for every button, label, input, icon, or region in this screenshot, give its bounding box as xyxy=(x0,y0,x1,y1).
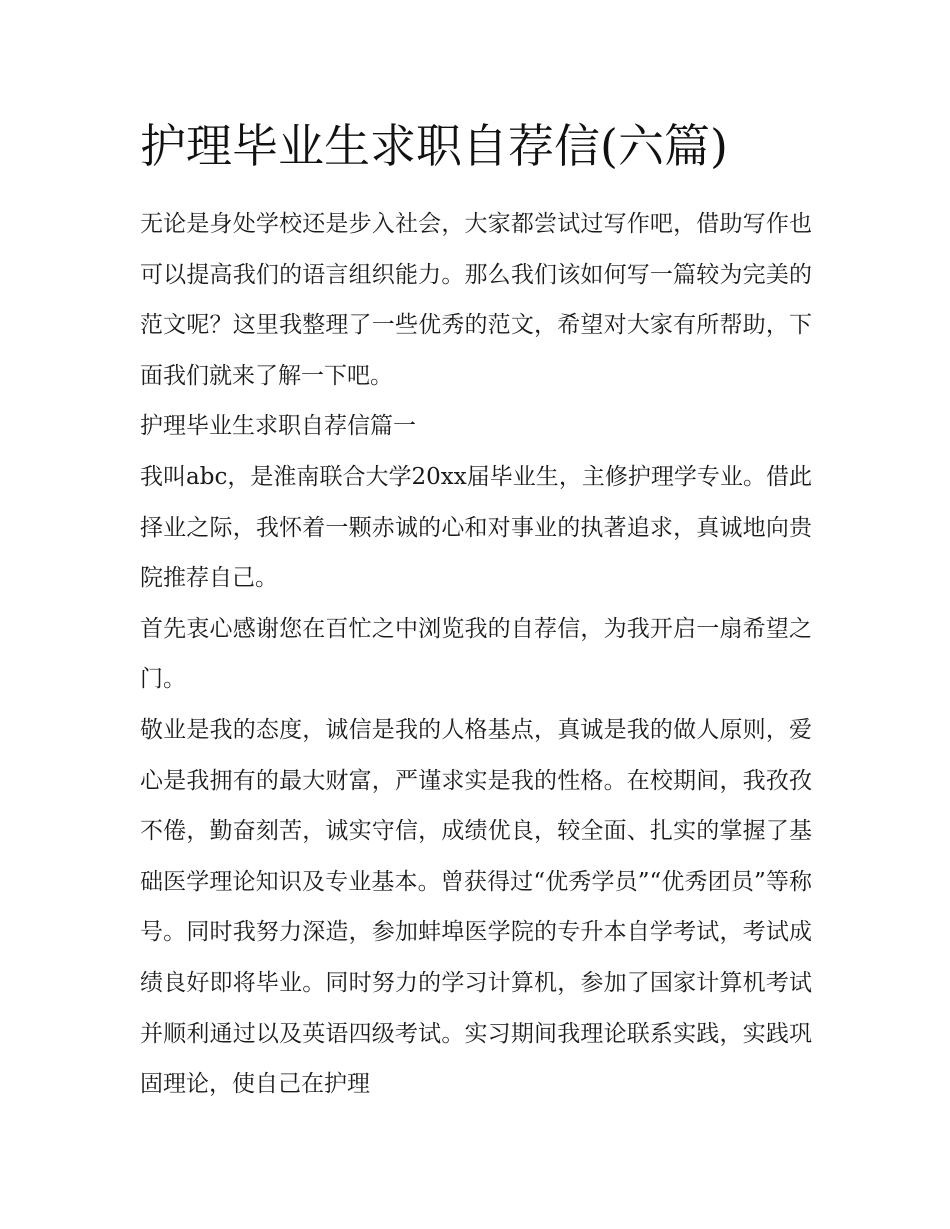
document-body xyxy=(140,199,812,1110)
document-title: 护理毕业生求职自荐信(六篇) xyxy=(140,119,728,173)
intro-paragraph: 无论是身处学校还是步入社会，大家都尝试过写作吧，借助写作也可以提高我们的语言组织能力。那么我们该如何写一篇较为完美的范文呢？这里我整理了一些优秀的范文，希望对大家有所帮助，下面我们就来了解一下吧。 xyxy=(140,211,812,389)
qualities-paragraph: 敬业是我的态度，诚信是我的人格基点，真诚是我的做人原则，爱心是我拥有的最大财富，严谨求实是我的性格。在校期间，我孜孜不倦，勤奋刻苦，诚实守信，成绩优良，较全面、扎实的掌握了基础医学理论知识及专业基本。曾获得过“优秀学员”“优秀团员”等称号。同时我努力深造，参加蚌埠医学院的专升本自学考试，考试成绩良好即将毕业。同时努力的学习计算机，参加了国家计算机考试并顺利通过以及英语四级考试。实习期间我理论联系实践，实践巩固理论，使自己在护理 xyxy=(140,716,812,1098)
self-introduction-paragraph: 我叫abc，是淮南联合大学20xx届毕业生，主修护理学专业。借此择业之际，我怀着一颗赤诚的心和对事业的执著追求，真诚地向贵院推荐自己。 xyxy=(140,463,812,592)
thanks-paragraph: 首先衷心感谢您在百忙之中浏览我的自荐信，为我开启一扇希望之门。 xyxy=(140,615,812,693)
section-heading: 护理毕业生求职自荐信篇一 xyxy=(140,413,416,440)
